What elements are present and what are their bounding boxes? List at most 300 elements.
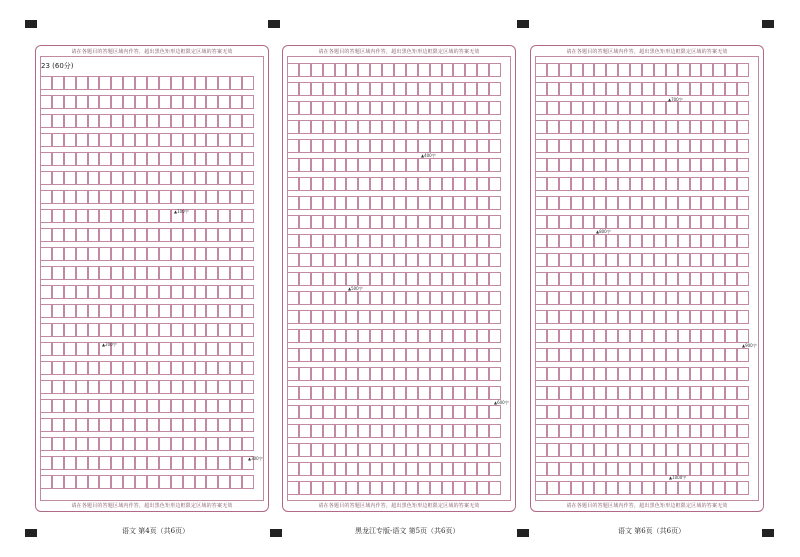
grid-cell[interactable] [323,120,335,134]
grid-cell[interactable] [230,475,242,489]
grid-cell[interactable] [218,76,230,90]
grid-cell[interactable] [583,272,595,286]
grid-cell[interactable] [242,152,254,166]
grid-cell[interactable] [287,272,299,286]
grid-cell[interactable] [346,196,358,210]
grid-cell[interactable] [147,171,159,185]
grid-cell[interactable] [465,158,477,172]
grid-cell[interactable] [737,329,749,343]
grid-cell[interactable] [618,462,630,476]
grid-cell[interactable] [678,63,690,77]
grid-cell[interactable] [346,101,358,115]
grid-cell[interactable] [346,253,358,267]
grid-cell[interactable] [147,285,159,299]
grid-cell[interactable] [382,367,394,381]
grid-cell[interactable] [442,310,454,324]
grid-cell[interactable] [594,196,606,210]
grid-cell[interactable] [206,95,218,109]
grid-cell[interactable] [147,228,159,242]
grid-cell[interactable] [489,348,501,362]
grid-cell[interactable] [218,190,230,204]
grid-cell[interactable] [159,133,171,147]
grid-cell[interactable] [394,120,406,134]
grid-cell[interactable] [40,380,52,394]
grid-cell[interactable] [535,386,547,400]
grid-cell[interactable] [76,133,88,147]
grid-cell[interactable] [40,437,52,451]
grid-cell[interactable] [111,323,123,337]
grid-cell[interactable] [453,367,465,381]
grid-cell[interactable] [489,424,501,438]
grid-cell[interactable] [195,76,207,90]
grid-cell[interactable] [40,228,52,242]
grid-cell[interactable] [299,101,311,115]
grid-cell[interactable] [535,101,547,115]
grid-cell[interactable] [111,266,123,280]
grid-cell[interactable] [287,481,299,495]
grid-cell[interactable] [701,177,713,191]
grid-cell[interactable] [406,234,418,248]
grid-cell[interactable] [147,152,159,166]
grid-cell[interactable] [618,82,630,96]
grid-cell[interactable] [218,152,230,166]
grid-cell[interactable] [323,215,335,229]
grid-cell[interactable] [88,418,100,432]
grid-cell[interactable] [299,158,311,172]
grid-cell[interactable] [642,443,654,457]
grid-cell[interactable] [465,120,477,134]
grid-cell[interactable] [559,82,571,96]
grid-cell[interactable] [76,209,88,223]
grid-cell[interactable] [123,152,135,166]
grid-cell[interactable] [123,228,135,242]
grid-cell[interactable] [559,424,571,438]
grid-cell[interactable] [654,177,666,191]
grid-cell[interactable] [547,101,559,115]
grid-cell[interactable] [713,424,725,438]
grid-cell[interactable] [489,405,501,419]
grid-cell[interactable] [630,158,642,172]
grid-cell[interactable] [76,361,88,375]
grid-cell[interactable] [195,228,207,242]
grid-cell[interactable] [111,399,123,413]
grid-cell[interactable] [287,253,299,267]
grid-cell[interactable] [394,196,406,210]
grid-cell[interactable] [583,139,595,153]
grid-cell[interactable] [453,348,465,362]
grid-cell[interactable] [394,405,406,419]
grid-cell[interactable] [489,253,501,267]
grid-cell[interactable] [123,361,135,375]
grid-cell[interactable] [346,177,358,191]
grid-cell[interactable] [535,348,547,362]
grid-cell[interactable] [147,247,159,261]
grid-cell[interactable] [713,291,725,305]
grid-cell[interactable] [195,209,207,223]
grid-cell[interactable] [382,310,394,324]
grid-cell[interactable] [453,443,465,457]
grid-cell[interactable] [370,253,382,267]
grid-cell[interactable] [547,310,559,324]
grid-cell[interactable] [299,63,311,77]
grid-cell[interactable] [99,95,111,109]
grid-cell[interactable] [159,266,171,280]
grid-cell[interactable] [666,348,678,362]
grid-cell[interactable] [630,63,642,77]
grid-cell[interactable] [594,272,606,286]
grid-cell[interactable] [606,310,618,324]
grid-cell[interactable] [311,386,323,400]
grid-cell[interactable] [430,481,442,495]
grid-cell[interactable] [442,158,454,172]
grid-cell[interactable] [242,266,254,280]
grid-cell[interactable] [642,310,654,324]
grid-cell[interactable] [594,310,606,324]
grid-cell[interactable] [287,386,299,400]
grid-cell[interactable] [489,82,501,96]
grid-cell[interactable] [453,424,465,438]
grid-cell[interactable] [287,196,299,210]
grid-cell[interactable] [465,196,477,210]
grid-cell[interactable] [737,462,749,476]
grid-cell[interactable] [76,418,88,432]
grid-cell[interactable] [654,386,666,400]
grid-cell[interactable] [630,120,642,134]
grid-cell[interactable] [654,310,666,324]
grid-cell[interactable] [666,424,678,438]
grid-cell[interactable] [418,424,430,438]
grid-cell[interactable] [218,133,230,147]
grid-cell[interactable] [64,304,76,318]
grid-cell[interactable] [147,133,159,147]
grid-cell[interactable] [218,209,230,223]
grid-cell[interactable] [88,114,100,128]
grid-cell[interactable] [559,329,571,343]
grid-cell[interactable] [489,462,501,476]
grid-cell[interactable] [559,139,571,153]
grid-cell[interactable] [442,367,454,381]
grid-cell[interactable] [299,329,311,343]
grid-cell[interactable] [630,424,642,438]
grid-cell[interactable] [99,399,111,413]
grid-cell[interactable] [394,367,406,381]
grid-cell[interactable] [64,114,76,128]
grid-cell[interactable] [323,329,335,343]
grid-cell[interactable] [206,437,218,451]
grid-cell[interactable] [346,139,358,153]
grid-cell[interactable] [230,342,242,356]
grid-cell[interactable] [230,95,242,109]
grid-cell[interactable] [52,266,64,280]
grid-cell[interactable] [465,291,477,305]
grid-cell[interactable] [99,114,111,128]
grid-cell[interactable] [171,228,183,242]
grid-cell[interactable] [311,367,323,381]
grid-cell[interactable] [547,443,559,457]
grid-cell[interactable] [477,234,489,248]
grid-cell[interactable] [88,171,100,185]
grid-cell[interactable] [690,63,702,77]
grid-cell[interactable] [311,158,323,172]
grid-cell[interactable] [642,329,654,343]
grid-cell[interactable] [64,380,76,394]
grid-cell[interactable] [40,133,52,147]
grid-cell[interactable] [358,139,370,153]
grid-cell[interactable] [171,380,183,394]
grid-cell[interactable] [678,196,690,210]
grid-cell[interactable] [583,386,595,400]
grid-cell[interactable] [64,190,76,204]
grid-cell[interactable] [159,228,171,242]
grid-cell[interactable] [183,266,195,280]
grid-cell[interactable] [382,272,394,286]
grid-cell[interactable] [218,361,230,375]
grid-cell[interactable] [311,234,323,248]
grid-cell[interactable] [690,196,702,210]
grid-cell[interactable] [88,209,100,223]
grid-cell[interactable] [559,386,571,400]
grid-cell[interactable] [183,437,195,451]
grid-cell[interactable] [358,234,370,248]
grid-cell[interactable] [123,399,135,413]
grid-cell[interactable] [52,247,64,261]
grid-cell[interactable] [701,272,713,286]
grid-cell[interactable] [358,386,370,400]
grid-cell[interactable] [418,196,430,210]
grid-cell[interactable] [218,95,230,109]
grid-cell[interactable] [442,348,454,362]
grid-cell[interactable] [159,342,171,356]
grid-cell[interactable] [358,120,370,134]
grid-cell[interactable] [159,171,171,185]
grid-cell[interactable] [346,63,358,77]
grid-cell[interactable] [477,329,489,343]
grid-cell[interactable] [690,177,702,191]
grid-cell[interactable] [242,361,254,375]
grid-cell[interactable] [242,418,254,432]
grid-cell[interactable] [725,101,737,115]
grid-cell[interactable] [64,361,76,375]
grid-cell[interactable] [64,418,76,432]
grid-cell[interactable] [453,462,465,476]
grid-cell[interactable] [737,120,749,134]
grid-cell[interactable] [737,234,749,248]
grid-cell[interactable] [370,462,382,476]
grid-cell[interactable] [135,285,147,299]
grid-cell[interactable] [666,405,678,419]
grid-cell[interactable] [489,329,501,343]
grid-cell[interactable] [147,209,159,223]
grid-cell[interactable] [230,418,242,432]
grid-cell[interactable] [442,272,454,286]
grid-cell[interactable] [335,424,347,438]
grid-cell[interactable] [52,475,64,489]
grid-cell[interactable] [195,247,207,261]
grid-cell[interactable] [382,424,394,438]
grid-cell[interactable] [218,399,230,413]
grid-cell[interactable] [535,481,547,495]
grid-cell[interactable] [654,367,666,381]
grid-cell[interactable] [311,120,323,134]
grid-cell[interactable] [713,272,725,286]
grid-cell[interactable] [737,481,749,495]
grid-cell[interactable] [40,399,52,413]
grid-cell[interactable] [406,272,418,286]
grid-cell[interactable] [430,139,442,153]
grid-cell[interactable] [406,367,418,381]
grid-cell[interactable] [64,323,76,337]
grid-cell[interactable] [453,101,465,115]
grid-cell[interactable] [135,228,147,242]
grid-cell[interactable] [618,253,630,267]
grid-cell[interactable] [218,456,230,470]
grid-cell[interactable] [299,215,311,229]
grid-cell[interactable] [195,95,207,109]
grid-cell[interactable] [159,323,171,337]
grid-cell[interactable] [76,228,88,242]
grid-cell[interactable] [547,63,559,77]
grid-cell[interactable] [630,310,642,324]
grid-cell[interactable] [195,114,207,128]
grid-cell[interactable] [88,266,100,280]
grid-cell[interactable] [171,361,183,375]
grid-cell[interactable] [477,310,489,324]
grid-cell[interactable] [690,348,702,362]
grid-cell[interactable] [654,139,666,153]
grid-cell[interactable] [666,272,678,286]
grid-cell[interactable] [606,158,618,172]
grid-cell[interactable] [147,342,159,356]
grid-cell[interactable] [642,367,654,381]
grid-cell[interactable] [547,139,559,153]
grid-cell[interactable] [477,291,489,305]
grid-cell[interactable] [346,348,358,362]
grid-cell[interactable] [335,120,347,134]
grid-cell[interactable] [583,63,595,77]
grid-cell[interactable] [547,177,559,191]
grid-cell[interactable] [594,348,606,362]
grid-cell[interactable] [594,462,606,476]
grid-cell[interactable] [594,63,606,77]
grid-cell[interactable] [701,386,713,400]
grid-cell[interactable] [571,348,583,362]
grid-cell[interactable] [64,209,76,223]
grid-cell[interactable] [323,386,335,400]
grid-cell[interactable] [642,177,654,191]
grid-cell[interactable] [430,310,442,324]
grid-cell[interactable] [725,462,737,476]
grid-cell[interactable] [618,348,630,362]
grid-cell[interactable] [40,171,52,185]
grid-cell[interactable] [370,291,382,305]
grid-cell[interactable] [606,101,618,115]
grid-cell[interactable] [40,76,52,90]
grid-cell[interactable] [666,310,678,324]
grid-cell[interactable] [654,272,666,286]
grid-cell[interactable] [690,253,702,267]
grid-cell[interactable] [713,329,725,343]
grid-cell[interactable] [713,215,725,229]
grid-cell[interactable] [453,234,465,248]
grid-cell[interactable] [594,386,606,400]
grid-cell[interactable] [99,152,111,166]
grid-cell[interactable] [230,437,242,451]
grid-cell[interactable] [382,443,394,457]
grid-cell[interactable] [654,101,666,115]
grid-cell[interactable] [465,348,477,362]
grid-cell[interactable] [242,380,254,394]
grid-cell[interactable] [76,475,88,489]
grid-cell[interactable] [206,323,218,337]
grid-cell[interactable] [218,266,230,280]
grid-cell[interactable] [442,291,454,305]
grid-cell[interactable] [111,247,123,261]
grid-cell[interactable] [618,481,630,495]
grid-cell[interactable] [287,310,299,324]
grid-cell[interactable] [418,82,430,96]
grid-cell[interactable] [690,462,702,476]
grid-cell[interactable] [630,101,642,115]
grid-cell[interactable] [311,63,323,77]
grid-cell[interactable] [40,456,52,470]
grid-cell[interactable] [218,323,230,337]
grid-cell[interactable] [737,158,749,172]
grid-cell[interactable] [725,386,737,400]
grid-cell[interactable] [171,342,183,356]
grid-cell[interactable] [135,475,147,489]
grid-cell[interactable] [394,310,406,324]
grid-cell[interactable] [701,196,713,210]
grid-cell[interactable] [701,234,713,248]
grid-cell[interactable] [618,291,630,305]
grid-cell[interactable] [135,323,147,337]
grid-cell[interactable] [299,424,311,438]
grid-cell[interactable] [52,285,64,299]
grid-cell[interactable] [171,76,183,90]
grid-cell[interactable] [52,152,64,166]
grid-cell[interactable] [335,101,347,115]
grid-cell[interactable] [358,82,370,96]
grid-cell[interactable] [159,475,171,489]
grid-cell[interactable] [618,424,630,438]
grid-cell[interactable] [76,76,88,90]
grid-cell[interactable] [147,399,159,413]
grid-cell[interactable] [690,291,702,305]
grid-cell[interactable] [287,139,299,153]
grid-cell[interactable] [111,418,123,432]
grid-cell[interactable] [111,76,123,90]
grid-cell[interactable] [230,114,242,128]
grid-cell[interactable] [206,76,218,90]
grid-cell[interactable] [737,424,749,438]
grid-cell[interactable] [654,234,666,248]
grid-cell[interactable] [394,82,406,96]
grid-cell[interactable] [690,82,702,96]
grid-cell[interactable] [159,95,171,109]
grid-cell[interactable] [135,247,147,261]
grid-cell[interactable] [666,367,678,381]
grid-cell[interactable] [370,272,382,286]
grid-cell[interactable] [335,215,347,229]
grid-cell[interactable] [230,323,242,337]
grid-cell[interactable] [323,234,335,248]
grid-cell[interactable] [88,323,100,337]
grid-cell[interactable] [206,361,218,375]
grid-cell[interactable] [713,253,725,267]
grid-cell[interactable] [666,158,678,172]
grid-cell[interactable] [654,196,666,210]
grid-cell[interactable] [40,247,52,261]
